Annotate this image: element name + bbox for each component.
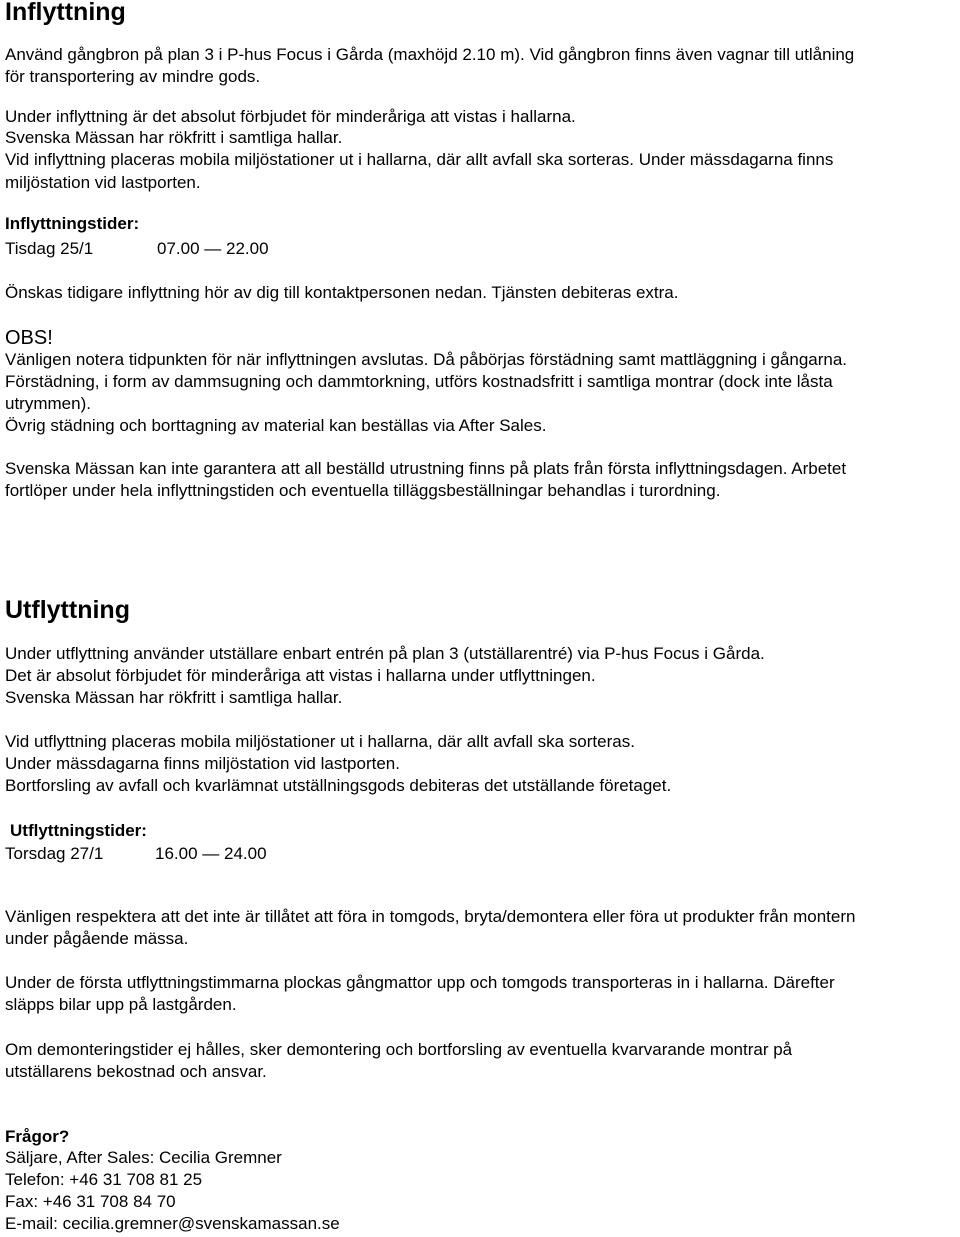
paragraph-line: för transportering av mindre gods. (5, 67, 261, 86)
paragraph-line: Under inflyttning är det absolut förbjudet för minderåriga att vistas i hallarna. (5, 107, 576, 126)
paragraph-line: släpps bilar upp på lastgården. (5, 995, 237, 1014)
utflyttning-day: Torsdag 27/1 (5, 844, 104, 863)
inflyttning-heading: Inflyttning (5, 0, 126, 26)
paragraph-line: Bortforsling av avfall och kvarlämnat utställningsgods debiteras det utställande företaget. (5, 776, 672, 795)
contact-heading: Frågor? (5, 1127, 70, 1146)
paragraph-line: Förstädning, i form av dammsugning och dammtorkning, utförs kostnadsfritt i samtliga montrar (dock inte låsta (5, 372, 833, 391)
utflyttning-heading: Utflyttning (5, 596, 130, 624)
contact-email: E-mail: cecilia.gremner@svenskamassan.se (5, 1214, 340, 1233)
paragraph-line: Vid utflyttning placeras mobila miljöstationer ut i hallarna, där allt avfall ska sorteras. (5, 732, 635, 751)
paragraph-line: Under de första utflyttningstimmarna plockas gångmattor upp och tomgods transporteras in i hallarna. Därefter (5, 973, 835, 992)
paragraph-line: Svenska Mässan har rökfritt i samtliga hallar. (5, 128, 343, 147)
paragraph-line: Under utflyttning använder utställare enbart entrén på plan 3 (utställarentré) via P-hus Focus i Gårda. (5, 644, 765, 663)
inflyttningstider-label: Inflyttningstider: (5, 214, 140, 233)
paragraph-line: Det är absolut förbjudet för minderåriga att vistas i hallarna under utflyttningen. (5, 666, 596, 685)
obs-label: OBS! (5, 327, 53, 349)
paragraph-line: Vid inflyttning placeras mobila miljöstationer ut i hallarna, där allt avfall ska sorteras. Under mässdagarna finns (5, 150, 834, 169)
paragraph-line: Om demonteringstider ej hålles, sker demontering och bortforsling av eventuella kvarvarande montrar på (5, 1040, 793, 1059)
utflyttning-time-range: 16.00 — 24.00 (155, 844, 267, 863)
inflyttning-time-range: 07.00 — 22.00 (157, 239, 269, 258)
paragraph-line: Övrig städning och borttagning av material kan beställas via After Sales. (5, 416, 547, 435)
paragraph-line: fortlöper under hela inflyttningstiden och eventuella tilläggsbeställningar behandlas i turordning. (5, 481, 721, 500)
contact-phone: Telefon: +46 31 708 81 25 (5, 1170, 203, 1189)
paragraph-line: miljöstation vid lastporten. (5, 173, 201, 192)
utflyttningstider-label: Utflyttningstider: (10, 821, 147, 840)
paragraph-line: Under mässdagarna finns miljöstation vid lastporten. (5, 754, 400, 773)
contact-seller: Säljare, After Sales: Cecilia Gremner (5, 1148, 282, 1167)
paragraph-line: Vänligen respektera att det inte är tillåtet att föra in tomgods, bryta/demontera eller föra ut produkter från montern (5, 907, 856, 926)
paragraph-line: Svenska Mässan kan inte garantera att all beställd utrustning finns på plats från första inflyttningsdagen. Arbetet (5, 459, 847, 478)
paragraph-line: under pågående mässa. (5, 929, 189, 948)
earlier-move-in-note: Önskas tidigare inflyttning hör av dig till kontaktpersonen nedan. Tjänsten debiteras extra. (5, 283, 679, 302)
paragraph-line: Använd gångbron på plan 3 i P-hus Focus i Gårda (maxhöjd 2.10 m). Vid gångbron finns även vagnar till utlåning (5, 45, 855, 64)
paragraph-line: utrymmen). (5, 394, 91, 413)
inflyttning-day: Tisdag 25/1 (5, 239, 94, 258)
paragraph-line: utställarens bekostnad och ansvar. (5, 1062, 267, 1081)
contact-fax: Fax: +46 31 708 84 70 (5, 1192, 176, 1211)
paragraph-line: Vänligen notera tidpunkten för när inflyttningen avslutas. Då påbörjas förstädning samt mattläggning i gångarna. (5, 350, 848, 369)
paragraph-line: Svenska Mässan har rökfritt i samtliga hallar. (5, 688, 343, 707)
